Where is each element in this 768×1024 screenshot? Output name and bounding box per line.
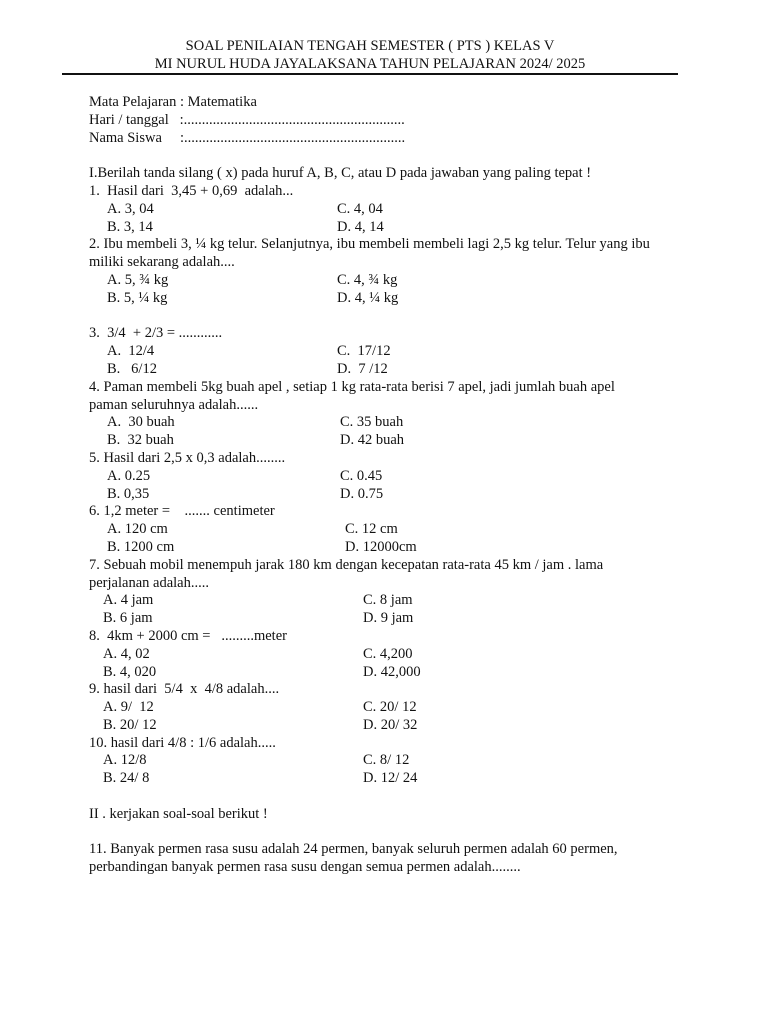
header-title: SOAL PENILAIAN TENGAH SEMESTER ( PTS ) KELAS V	[185, 38, 555, 54]
options-row	[89, 664, 669, 682]
option-c: C. 4, ¾ kg	[337, 271, 398, 288]
option-d: D. 42 buah	[340, 432, 405, 449]
section1-instruction: I.Berilah tanda silang ( x) pada huruf A, B, C, atau D pada jawaban yang paling tepat !	[89, 165, 592, 182]
option-a: A. 9/ 12	[103, 699, 154, 716]
options-row	[89, 290, 669, 308]
header-divider	[62, 73, 678, 75]
option-d: D. 42,000	[363, 663, 421, 680]
question-4: 4. Paman membeli 5kg buah apel , setiap 1 kg rata-rata berisi 7 apel, jadi jumlah buah apel paman seluruhnya adalah......	[89, 378, 615, 413]
exam-header	[62, 37, 678, 73]
option-b: B. 5, ¼ kg	[107, 289, 168, 306]
options-row	[89, 646, 669, 664]
option-d: D. 4, ¼ kg	[337, 289, 399, 306]
header-school: MI NURUL HUDA JAYALAKSANA TAHUN PELAJARAN 2024/ 2025	[154, 56, 586, 72]
option-c: C. 4,200	[363, 645, 413, 662]
options-row	[89, 592, 669, 610]
question-1: 1. Hasil dari 3,45 + 0,69 adalah...	[89, 182, 294, 199]
date-line: Hari / tanggal :.............................................................	[89, 111, 405, 128]
options-row	[89, 219, 669, 237]
option-c: C. 17/12	[337, 343, 391, 360]
option-d: D. 4, 14	[337, 218, 384, 235]
question-10: 10. hasil dari 4/8 : 1/6 adalah.....	[89, 734, 276, 751]
option-a: A. 5, ¾ kg	[107, 271, 169, 288]
question-11: 11. Banyak permen rasa susu adalah 24 permen, banyak seluruh permen adalah 60 permen, perbandingan banyak permen rasa susu dengan semua permen adalah........	[89, 841, 618, 876]
option-c: C. 8/ 12	[363, 752, 410, 769]
section2-instruction: II . kerjakan soal-soal berikut !	[89, 805, 268, 822]
spacer	[89, 788, 669, 806]
spacer	[89, 308, 669, 326]
option-a: A. 12/4	[107, 343, 155, 360]
exam-body	[89, 94, 669, 877]
options-row	[89, 521, 669, 539]
option-b: B. 32 buah	[107, 432, 174, 449]
options-row	[89, 414, 669, 432]
option-b: B. 0,35	[107, 485, 150, 502]
options-row	[89, 343, 669, 361]
option-b: B. 6 jam	[103, 610, 153, 627]
option-a: A. 30 buah	[107, 414, 175, 431]
spacer	[89, 824, 669, 842]
question-2: 2. Ibu membeli 3, ¼ kg telur. Selanjutnya, ibu membeli membeli lagi 2,5 kg telur. Telur yang ibu miliki sekarang adalah....	[89, 236, 650, 271]
question-5: 5. Hasil dari 2,5 x 0,3 adalah........	[89, 449, 286, 466]
option-b: B. 6/12	[107, 360, 157, 377]
options-row	[89, 468, 669, 486]
option-d: D. 9 jam	[363, 610, 414, 627]
options-row	[89, 432, 669, 450]
option-c: C. 12 cm	[345, 521, 398, 538]
options-row	[89, 752, 669, 770]
option-c: C. 20/ 12	[363, 699, 417, 716]
option-b: B. 4, 020	[103, 663, 157, 680]
options-row	[89, 610, 669, 628]
option-c: C. 0.45	[340, 467, 383, 484]
option-c: C. 35 buah	[340, 414, 404, 431]
question-9: 9. hasil dari 5/4 x 4/8 adalah....	[89, 681, 280, 698]
option-a: A. 120 cm	[107, 521, 168, 538]
options-row	[89, 770, 669, 788]
name-line: Nama Siswa :.............................................................	[89, 129, 406, 146]
option-a: A. 4, 02	[103, 645, 150, 662]
options-row	[89, 201, 669, 219]
spacer	[89, 147, 669, 165]
option-a: A. 0.25	[107, 467, 151, 484]
option-d: D. 7 /12	[337, 360, 388, 377]
question-3: 3. 3/4 + 2/3 = ............	[89, 325, 223, 342]
option-b: B. 3, 14	[107, 218, 153, 235]
option-c: C. 8 jam	[363, 592, 413, 609]
option-b: B. 20/ 12	[103, 716, 157, 733]
option-d: D. 12000cm	[345, 538, 417, 555]
options-row	[89, 699, 669, 717]
options-row	[89, 717, 669, 735]
option-a: A. 3, 04	[107, 200, 154, 217]
options-row	[89, 272, 669, 290]
option-a: A. 4 jam	[103, 592, 154, 609]
option-c: C. 4, 04	[337, 200, 383, 217]
option-d: D. 0.75	[340, 485, 384, 502]
option-b: B. 1200 cm	[107, 538, 175, 555]
option-d: D. 12/ 24	[363, 770, 418, 787]
question-6: 6. 1,2 meter = ....... centimeter	[89, 503, 275, 520]
options-row	[89, 539, 669, 557]
options-row	[89, 486, 669, 504]
option-b: B. 24/ 8	[103, 770, 150, 787]
option-d: D. 20/ 32	[363, 716, 418, 733]
subject-line: Mata Pelajaran : Matematika	[89, 94, 257, 110]
question-7: 7. Sebuah mobil menempuh jarak 180 km dengan kecepatan rata-rata 45 km / jam . lama perjalanan adalah.....	[89, 556, 604, 591]
question-8: 8. 4km + 2000 cm = .........meter	[89, 627, 287, 644]
option-a: A. 12/8	[103, 752, 147, 769]
options-row	[89, 361, 669, 379]
